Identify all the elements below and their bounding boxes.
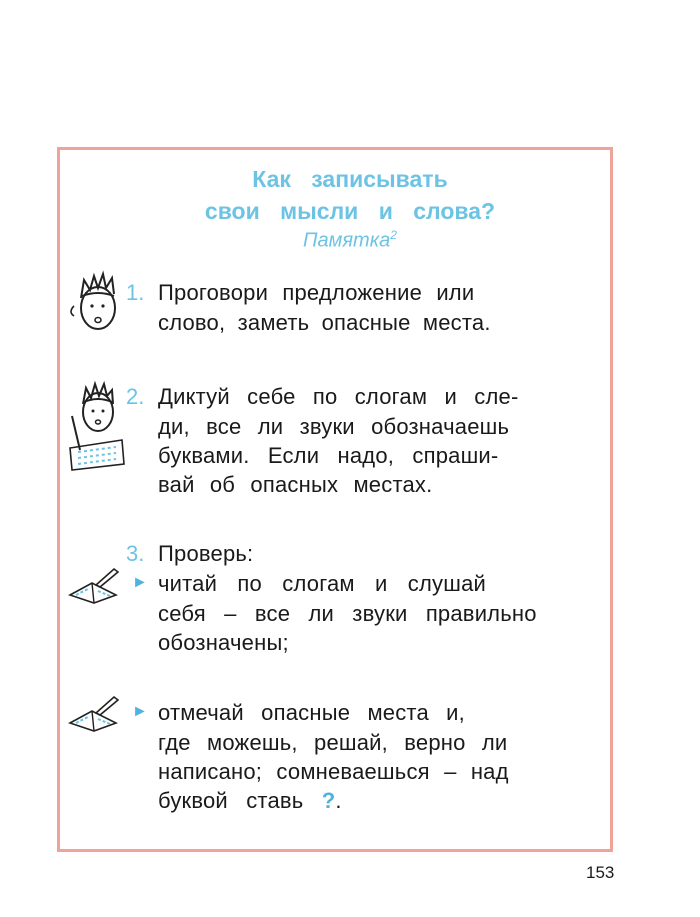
bullet-2-line-4: буквой ставь ?. bbox=[158, 788, 342, 813]
step-2-line-1: Диктуй себе по слогам и сле- bbox=[158, 384, 519, 409]
bullet-arrow-icon: ► bbox=[132, 574, 148, 591]
bullet-2-line-1: отмечай опасные места и, bbox=[158, 700, 465, 725]
step-3-number: 3. bbox=[126, 541, 145, 566]
boy-speaking-icon bbox=[70, 268, 126, 338]
boy-writing-icon bbox=[64, 380, 128, 472]
memo-title-line1: Как записывать bbox=[252, 166, 448, 192]
bullet-arrow-icon-2: ► bbox=[132, 703, 148, 720]
bullet-1-line-2: себя – все ли звуки правильно bbox=[158, 601, 537, 626]
step-2-number: 2. bbox=[126, 384, 145, 409]
bullet-1-line-1: читай по слогам и слушай bbox=[158, 571, 487, 596]
memo-subtitle: Памятка$^2$ bbox=[303, 228, 397, 252]
step-1-number: 1. bbox=[126, 280, 145, 305]
step-2-line-2: ди, все ли звуки обозначаешь bbox=[158, 414, 510, 439]
bullet-2-line-2: где можешь, решай, верно ли bbox=[158, 730, 508, 755]
bullet-2-line-3: написано; сомневаешься – над bbox=[158, 759, 509, 784]
bullet-1-line-3: обозначены; bbox=[158, 630, 289, 655]
page-number: 153 bbox=[586, 863, 615, 882]
book-pencil-icon bbox=[66, 565, 126, 605]
step-1-line-2: слово, заметь опасные места. bbox=[158, 310, 491, 335]
step-1-line-1: Проговори предложение или bbox=[158, 280, 475, 305]
step-2-line-3: буквами. Если надо, спраши- bbox=[158, 443, 499, 468]
book-pencil-icon-2 bbox=[66, 693, 126, 733]
question-mark: ? bbox=[321, 788, 336, 813]
step-3-heading: Проверь: bbox=[158, 541, 254, 566]
step-2-line-4: вай об опасных местах. bbox=[158, 472, 433, 497]
memo-title-line2: свои мысли и слова? bbox=[204, 198, 496, 224]
